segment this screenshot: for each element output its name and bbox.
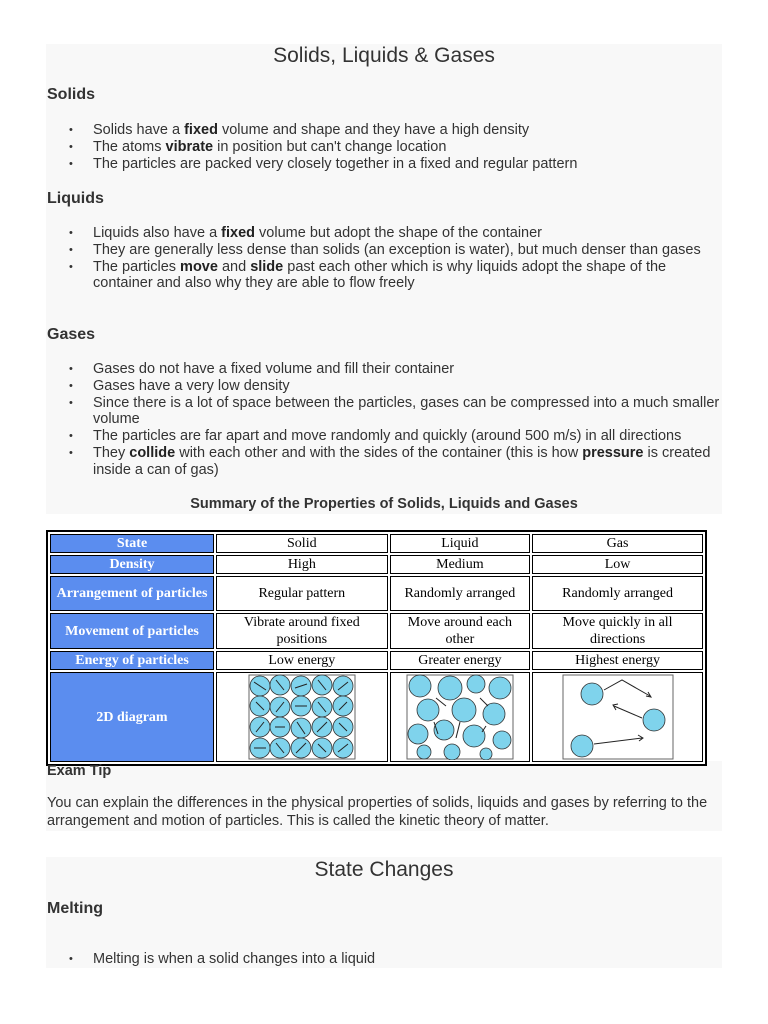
table-cell (390, 672, 531, 762)
table-cell: Medium (390, 555, 531, 574)
list-item: • The atoms vibrate in position but can't change location (47, 139, 727, 156)
table-cell: Solid (216, 534, 388, 553)
table-cell (532, 672, 703, 762)
table-cell: Highest energy (532, 651, 703, 670)
solid-particles-diagram (248, 674, 356, 760)
gases-list (47, 361, 727, 479)
table-cell: Vibrate around fixed positions (216, 613, 388, 649)
table-cell: High (216, 555, 388, 574)
list-item: • Gases do not have a fixed volume and fill their container (47, 361, 727, 378)
exam-tip-heading: Exam Tip (47, 763, 112, 779)
table-cell: Move around each other (390, 613, 531, 649)
table-cell: Randomly arranged (532, 576, 703, 611)
gases-heading: Gases (47, 326, 96, 343)
table-cell (216, 672, 388, 762)
list-item: • Liquids also have a fixed volume but adopt the shape of the container (47, 225, 727, 242)
gas-particles-diagram (562, 674, 674, 760)
table-cell: Regular pattern (216, 576, 388, 611)
table-cell: Greater energy (390, 651, 531, 670)
exam-tip-text: You can explain the differences in the physical properties of solids, liquids and gases by referring to the arrangement and motion of particles. This is called the kinetic theory of matter. (47, 795, 708, 829)
table-cell: Low (532, 555, 703, 574)
row-header: Density (50, 555, 214, 574)
state-changes-title: State Changes (314, 858, 454, 881)
table-cell: Gas (532, 534, 703, 553)
row-header: State (50, 534, 214, 553)
solids-list (47, 122, 727, 172)
table-row (50, 576, 703, 611)
list-item: • Gases have a very low density (47, 378, 727, 395)
table-cell: Low energy (216, 651, 388, 670)
list-item: • They collide with each other and with the sides of the container (this is how pressure is created inside a can of gas) (47, 445, 727, 479)
table-row (50, 613, 703, 649)
row-header: 2D diagram (50, 672, 214, 762)
table-row (50, 534, 703, 553)
row-header: Movement of particles (50, 613, 214, 649)
table-row (50, 672, 703, 762)
list-item: • The particles move and slide past each other which is why liquids adopt the shape of the container and also why they are able to flow freely (47, 259, 727, 293)
liquid-particles-diagram (406, 674, 514, 760)
properties-table (46, 530, 707, 766)
row-header: Energy of particles (50, 651, 214, 670)
list-item: • The particles are far apart and move randomly and quickly (around 500 m/s) in all directions (47, 428, 727, 445)
list-item: • Since there is a lot of space between the particles, gases can be compressed into a much smaller volume (47, 395, 727, 429)
page-title: Solids, Liquids & Gases (273, 44, 495, 67)
melting-list (47, 951, 727, 968)
table-row (50, 651, 703, 670)
table-cell: Move quickly in all directions (532, 613, 703, 649)
liquids-list (47, 225, 727, 292)
liquids-heading: Liquids (47, 190, 104, 207)
list-item: • Melting is when a solid changes into a liquid (47, 951, 727, 968)
table-cell: Liquid (390, 534, 531, 553)
table-cell: Randomly arranged (390, 576, 531, 611)
melting-heading: Melting (47, 900, 103, 917)
row-header: Arrangement of particles (50, 576, 214, 611)
list-item: • Solids have a fixed volume and shape and they have a high density (47, 122, 727, 139)
table-title: Summary of the Properties of Solids, Liquids and Gases (190, 496, 578, 512)
solids-heading: Solids (47, 86, 96, 103)
list-item: • The particles are packed very closely together in a fixed and regular pattern (47, 156, 727, 173)
list-item: • They are generally less dense than solids (an exception is water), but much denser than gases (47, 242, 727, 259)
table-row (50, 555, 703, 574)
